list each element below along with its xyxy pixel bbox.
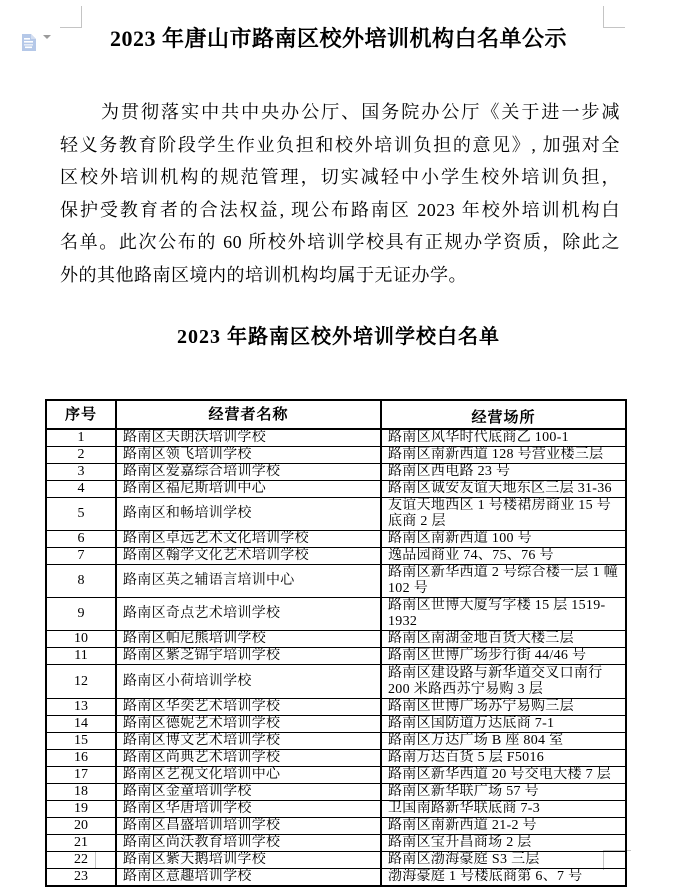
table-row [46,716,626,733]
row-number-cell: 12 [46,665,116,699]
business-address-cell: 路南区世博广场步行街 44/46 号 [381,648,626,665]
table-row [46,548,626,565]
operator-name-cell: 路南区德妮艺术培训学校 [116,716,381,733]
intro-line: 名单。此次公布的 60 所校外培训学校具有正规办学资质，除此之 [60,232,620,252]
document-title: 2023 年唐山市路南区校外培训机构白名单公示 [109,26,567,51]
row-number-cell: 16 [46,750,116,767]
row-number-cell: 18 [46,784,116,801]
row-number-cell: 17 [46,767,116,784]
table-row [46,733,626,750]
operator-name-cell: 路南区华唐培训学校 [116,801,381,818]
row-number-cell: 10 [46,631,116,648]
table-row [46,648,626,665]
table-row [46,665,626,699]
whitelist-table [45,399,627,887]
table-row [46,481,626,498]
intro-line: 外的其他路南区境内的培训机构均属于无证办学。 [60,264,467,285]
business-address-cell: 卫国南路新华联底商 7-3 [381,801,626,818]
business-address-cell: 路南区国防道万达底商 7-1 [381,716,626,733]
whitelist-subtitle: 2023 年路南区校外培训学校白名单 [177,326,500,348]
operator-name-cell: 路南区昌盛培训培训学校 [116,818,381,835]
row-number-cell: 8 [46,565,116,598]
header-address: 经营场所 [381,400,626,429]
row-number-cell: 1 [46,429,116,447]
row-number-cell: 22 [46,852,116,869]
business-address-cell: 路南区南新西道 128 号营业楼三层 [381,447,626,464]
table-row [46,447,626,464]
operator-name-cell: 路南区翰学文化艺术培训学校 [116,548,381,565]
table-row [46,598,626,631]
operator-name-cell: 路南区艺视文化培训中心 [116,767,381,784]
table-row [46,818,626,835]
business-address-cell: 路南区西电路 23 号 [381,464,626,481]
business-address-cell: 路南万达百货 5 层 F5016 [381,750,626,767]
business-address-cell: 路南区世博大厦写字楼 15 层 1519-1932 [381,598,626,631]
intro-line: 轻义务教育阶段学生作业负担和校外培训负担的意见》, 加强对全 [60,134,620,155]
row-number-cell: 7 [46,548,116,565]
business-address-cell: 路南区新华联广场 57 号 [381,784,626,801]
table-row [46,835,626,852]
row-number-cell: 19 [46,801,116,818]
table-row [46,767,626,784]
operator-name-cell: 路南区意趣培训学校 [116,869,381,887]
operator-name-cell: 路南区和畅培训学校 [116,498,381,531]
business-address-cell: 路南区新华西道 20 号交电大楼 7 层 [381,767,626,784]
table-row [46,801,626,818]
business-address-cell: 路南区南新西道 100 号 [381,531,626,548]
operator-name-cell: 路南区博文艺术培训学校 [116,733,381,750]
row-number-cell: 15 [46,733,116,750]
operator-name-cell: 路南区小荷培训学校 [116,665,381,699]
operator-name-cell: 路南区领飞培训学校 [116,447,381,464]
business-address-cell: 路南区建设路与新华道交叉口南行 200 米路西苏宁易购 3 层 [381,665,626,699]
table-row [46,699,626,716]
row-number-cell: 2 [46,447,116,464]
row-number-cell: 6 [46,531,116,548]
business-address-cell: 路南区宝升昌商场 2 层 [381,835,626,852]
table-row [46,852,626,869]
operator-name-cell: 路南区奇点艺术培训学校 [116,598,381,631]
intro-line: 为贯彻落实中共中央办公厅、国务院办公厅《关于进一步减 [101,102,620,122]
table-row [46,631,626,648]
operator-name-cell: 路南区尚沃教育培训学校 [116,835,381,852]
table-row [46,464,626,481]
row-number-cell: 21 [46,835,116,852]
row-number-cell: 4 [46,481,116,498]
row-number-cell: 9 [46,598,116,631]
business-address-cell: 路南区万达广场 B 座 804 室 [381,733,626,750]
business-address-cell: 路南区世博广场苏宁易购三层 [381,699,626,716]
business-address-cell: 路南区南湖金地百货大楼三层 [381,631,626,648]
table-row [46,429,626,447]
row-number-cell: 13 [46,699,116,716]
row-number-cell: 11 [46,648,116,665]
intro-paragraph [60,96,620,291]
operator-name-cell: 路南区帕尼熊培训学校 [116,631,381,648]
table-row [46,869,626,887]
header-name: 经营者名称 [116,400,381,429]
table-row [46,784,626,801]
operator-name-cell: 路南区紫芝锦宇培训学校 [116,648,381,665]
intro-line: 区校外培训机构的规范管理，切实减轻中小学生校外培训负担， [60,167,620,187]
business-address-cell: 路南区渤海豪庭 S3 三层 [381,852,626,869]
business-address-cell: 路南区新华西道 2 号综合楼一层 1 幢 102 号 [381,565,626,598]
business-address-cell: 友谊天地西区 1 号楼裙房商业 15 号底商 2 层 [381,498,626,531]
business-address-cell: 逸品园商业 74、75、76 号 [381,548,626,565]
operator-name-cell: 路南区紫天鹅培训学校 [116,852,381,869]
table-row [46,565,626,598]
operator-name-cell: 路南区华奕艺术培训学校 [116,699,381,716]
header-no: 序号 [46,400,116,429]
operator-name-cell: 路南区福尼斯培训中心 [116,481,381,498]
row-number-cell: 14 [46,716,116,733]
row-number-cell: 23 [46,869,116,887]
operator-name-cell: 路南区爱嘉综合培训学校 [116,464,381,481]
table-header-row [46,400,626,429]
operator-name-cell: 路南区夫朗沃培训学校 [116,429,381,447]
operator-name-cell: 路南区卓远艺术文化培训学校 [116,531,381,548]
business-address-cell: 路南区南新西道 21-2 号 [381,818,626,835]
operator-name-cell: 路南区金童培训学校 [116,784,381,801]
row-number-cell: 3 [46,464,116,481]
business-address-cell: 路南区风华时代底商乙 100-1 [381,429,626,447]
row-number-cell: 5 [46,498,116,531]
business-address-cell: 路南区诚安友谊天地东区三层 31-36 [381,481,626,498]
operator-name-cell: 路南区英之辅语言培训中心 [116,565,381,598]
table-row [46,498,626,531]
table-row [46,750,626,767]
business-address-cell: 渤海豪庭 1 号楼底商第 6、7 号 [381,869,626,887]
operator-name-cell: 路南区尚典艺术培训学校 [116,750,381,767]
row-number-cell: 20 [46,818,116,835]
table-row [46,531,626,548]
intro-line: 保护受教育者的合法权益, 现公布路南区 2023 年校外培训机构白 [60,199,620,220]
